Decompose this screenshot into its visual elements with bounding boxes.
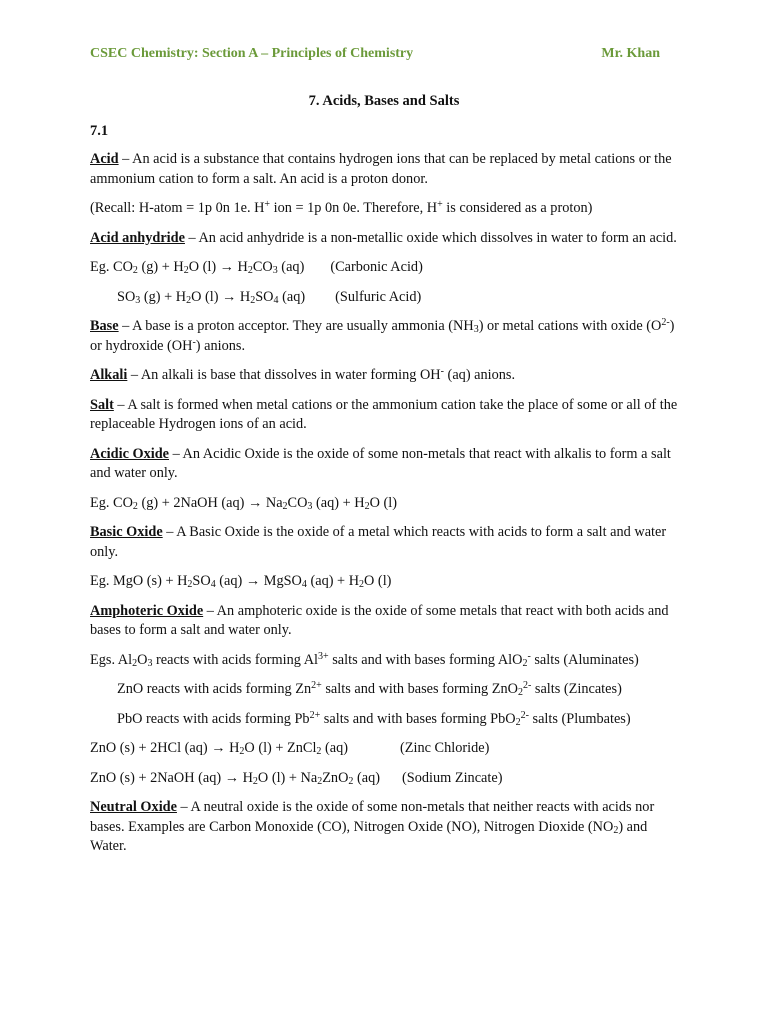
neutral-oxide-definition: Neutral Oxide – A neutral oxide is the oxide of some non-metals that neither reacts with acids nor bases. Examples are Carbon Monoxide (CO), Nitrogen Oxide (NO), Nitrogen Dioxide $(NO_2)$ and Water. (90, 799, 655, 854)
section-number: 7.1 (90, 123, 109, 139)
equation-zno-hcl: ZnO (s) + 2HCl $(aq) \to H_2O$ (l) + ZnCl$_2$ (aq) (Zinc Chloride) (90, 740, 490, 757)
acidic-oxide-term: Acidic Oxide (90, 445, 170, 462)
document-body (90, 150, 682, 867)
equation-sulfuric-acid: $SO_3$ $(g) + H_2O$ $(l) \to H_2SO_4$ (aq) (Sulfuric Acid) (117, 288, 422, 306)
acid-text: – An acid is a substance that contains hydrogen ions that can be replaced by metal cations or the ammonium cation to form a salt. An acid is a proton donor. (90, 151, 672, 187)
neutral-oxide-term: Neutral Oxide (90, 799, 177, 815)
acid-definition (90, 150, 682, 189)
header-author: Mr. Khan (601, 46, 660, 61)
alkali-term: Alkali (90, 367, 128, 383)
basic-oxide-term: Basic Oxide (90, 524, 163, 540)
base-definition: Base – A base is a proton acceptor. They are usually ammonia $(NH_3)$ or metal cations with oxide $(O^{2-})$ or hydroxide (OH-) anions. (90, 317, 675, 354)
equation-zno-naoh: ZnO (s) + 2NaOH $(aq) \to H_2O$ $(l) + Na_2ZnO_2$ (aq) (Sodium Zincate) (90, 769, 503, 787)
header-course-title: CSEC Chemistry: Section A – Principles of Chemistry (90, 46, 414, 61)
example-zinc-oxide: ZnO reacts with acids forming $Zn^{2+}$ salts and with bases forming ZnO$_2^{2-}$ salts (Zincates) (117, 680, 622, 698)
salt-definition: Salt – A salt is formed when metal cations or the ammonium cation take the place of some or all of the replaceable Hydrogen ions of an acid. (90, 396, 678, 432)
equation-mgo-h2so4: Eg. MgO $(s) + H_2SO_4$ (aq) → MgSO$_4$ $(aq) + H_2O$ (l) (90, 573, 392, 590)
base-term: Base (90, 318, 119, 334)
alkali-definition: Alkali – An alkali is base that dissolves in water forming OH- (aq) anions. (90, 366, 516, 383)
example-aluminium-oxide: Egs. $Al_2O_3$ reacts with acids forming $Al^{3+}$ salts and with bases forming AlO$_2$- salts (Aluminates) (90, 650, 639, 669)
equation-co2-naoh: Eg. $CO_2$ (g) + 2NaOH $(aq) \to Na_2CO_3$ $(aq) + H_2O$ (l) (90, 494, 397, 512)
example-lead-oxide: PbO reacts with acids forming $Pb^{2+}$ salts and with bases forming PbO$_2^{2-}$ salts (Plumbates) (117, 709, 631, 728)
recall-note: (Recall: H-atom = 1p 0n 1e. H+ ion = 1p 0n 0e. Therefore, H+ is considered as a proton) (90, 199, 593, 216)
equation-carbonic-acid: Eg. $CO_2$ $(g) + H_2O$ $(l) \to H_2CO_3$ (aq) (Carbonic Acid) (90, 259, 423, 276)
acid-anhydride-definition: Acid anhydride – An acid anhydride is a non-metallic oxide which dissolves in water to form an acid. (90, 229, 677, 246)
basic-oxide-definition: Basic Oxide – A Basic Oxide is the oxide of a metal which reacts with acids to form a salt and water only. (90, 524, 667, 560)
acid-term: Acid (90, 151, 119, 167)
amphoteric-oxide-definition: Amphoteric Oxide – An amphoteric oxide is the oxide of some metals that react with both acids and bases to form a salt and water only. (90, 602, 669, 638)
amphoteric-oxide-term: Amphoteric Oxide (90, 602, 204, 619)
salt-term: Salt (90, 396, 114, 413)
acid-anhydride-term: Acid anhydride (90, 229, 185, 246)
page-title: 7. Acids, Bases and Salts (308, 93, 460, 109)
acidic-oxide-definition: Acidic Oxide – An Acidic Oxide is the oxide of some non-metals that react with alkalis to form a salt and water only. (90, 445, 671, 481)
